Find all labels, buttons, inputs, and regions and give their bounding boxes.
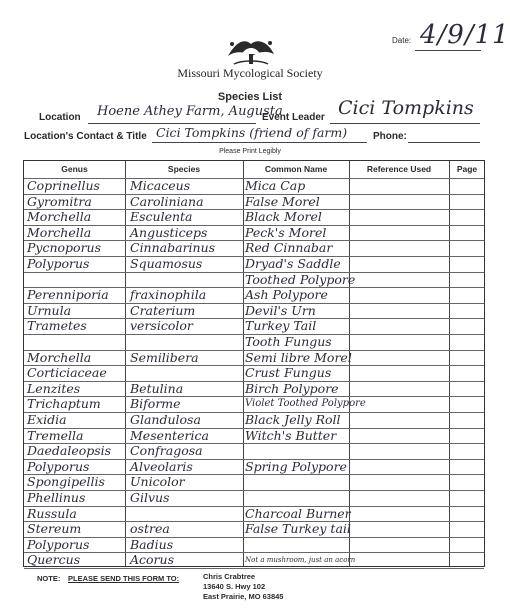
cell-common: Birch Polypore <box>245 380 339 396</box>
mailing-name: Chris Crabtree <box>203 572 256 581</box>
cell-species: Glandulosa <box>130 412 201 427</box>
cell-common: Dryad's Saddle <box>245 256 341 271</box>
phone-underline <box>408 142 480 143</box>
cell-genus: Tremella <box>27 427 84 443</box>
phone-label: Phone: <box>373 131 407 142</box>
header-common-name: Common Name <box>264 164 328 174</box>
cell-genus: Polyporus <box>27 458 90 474</box>
cell-common: False Turkey tail <box>245 521 351 537</box>
cell-genus: Lenzites <box>27 380 81 396</box>
note-text: PLEASE SEND THIS FORM TO: <box>68 574 180 583</box>
row-rule <box>24 537 484 538</box>
contact-underline <box>152 142 367 143</box>
cell-species: Craterium <box>130 302 196 318</box>
contact-value: Cici Tompkins (friend of farm) <box>156 125 348 140</box>
cell-species: Angusticeps <box>130 224 208 240</box>
form-title: Species List <box>217 91 283 103</box>
cell-species: Caroliniana <box>130 193 204 209</box>
species-table <box>23 160 485 567</box>
cell-common: False Morel <box>245 193 320 209</box>
cell-species: Micaceus <box>130 178 191 193</box>
date-underline <box>415 50 481 51</box>
location-value: Hoene Athey Farm, Augusta <box>97 104 283 119</box>
event-leader-label: Event Leader <box>262 112 325 123</box>
print-legibly-note: Please Print Legibly <box>219 148 281 155</box>
cell-genus: Morchella <box>27 224 92 240</box>
cell-genus: Gyromitra <box>27 193 92 209</box>
cell-genus: Morchella <box>27 209 92 225</box>
cell-common: Black Jelly Roll <box>245 412 341 427</box>
cell-genus: Coprinellus <box>27 178 100 193</box>
cell-species: Unicolor <box>130 474 185 490</box>
location-label: Location <box>39 112 81 123</box>
cell-common: Turkey Tail <box>245 318 317 334</box>
event-leader-underline <box>330 123 480 124</box>
cell-species: Gilvus <box>130 490 170 505</box>
cell-species: Confragosa <box>130 443 203 459</box>
location-underline <box>88 123 256 124</box>
cell-genus: Stereum <box>27 521 82 537</box>
cell-genus: Polyporus <box>27 256 90 271</box>
cell-common: Black Morel <box>245 209 322 225</box>
cell-genus: Pycnoporus <box>27 240 102 256</box>
cell-species: Semilibera <box>130 349 199 365</box>
cell-common: Charcoal Burner <box>245 505 351 521</box>
cell-species: Esculenta <box>130 209 193 225</box>
row-rule <box>24 568 484 569</box>
cell-genus: Spongipellis <box>27 474 105 490</box>
cell-genus: Urnula <box>27 302 72 318</box>
cell-common: Peck's Morel <box>245 224 327 240</box>
cell-common: Devil's Urn <box>245 302 316 318</box>
cell-genus: Russula <box>27 505 77 521</box>
cell-species: Biforme <box>130 396 181 412</box>
cell-common: Mica Cap <box>245 178 306 193</box>
cell-species: Badius <box>130 536 174 552</box>
date-value: 4/9/11 <box>420 20 510 50</box>
header-species: Species <box>167 164 201 174</box>
cell-common: Semi libre Morel <box>245 349 352 365</box>
cell-genus: Phellinus <box>27 490 86 505</box>
cell-common: Witch's Butter <box>245 427 337 443</box>
cell-common: Spring Polypore <box>245 458 347 474</box>
cell-genus: Daedaleopsis <box>27 443 112 459</box>
contact-label: Location's Contact & Title <box>24 131 147 142</box>
mailing-street: 13640 S. Hwy 102 <box>203 582 266 591</box>
cell-species: Cinnabarinus <box>130 240 216 256</box>
cell-species: ostrea <box>130 521 170 537</box>
cell-genus: Perenniporia <box>27 287 109 303</box>
society-logo <box>222 34 280 68</box>
cell-common: Not a mushroom, just an acorn <box>245 556 356 565</box>
row-rule <box>24 490 484 491</box>
cell-genus: Exidia <box>27 412 67 427</box>
mailing-city: East Prairie, MO 63845 <box>203 592 284 601</box>
cell-genus: Morchella <box>27 349 92 365</box>
cell-common: Red Cinnabar <box>245 240 333 256</box>
cell-common: Tooth Fungus <box>245 334 332 349</box>
cell-genus: Quercus <box>27 552 81 568</box>
header-genus: Genus <box>61 164 88 174</box>
cell-common: Violet Toothed Polypore <box>245 398 366 410</box>
cell-species: versicolor <box>130 318 193 334</box>
date-label: Date: <box>392 36 412 45</box>
header-reference-used: Reference Used <box>366 164 432 174</box>
header-page: Page <box>456 164 478 174</box>
cell-species: Squamosus <box>130 256 203 271</box>
cell-species: Alveolaris <box>130 458 193 474</box>
cell-species: fraxinophila <box>130 287 207 303</box>
cell-genus: Trichaptum <box>27 396 101 412</box>
note-label: NOTE: <box>37 574 61 583</box>
cell-species: Acorus <box>130 552 174 568</box>
cell-genus: Polyporus <box>27 536 90 552</box>
cell-species: Mesenterica <box>130 427 209 443</box>
cell-common: Ash Polypore <box>245 287 328 303</box>
cell-common: Toothed Polypore <box>245 271 356 287</box>
event-leader-value: Cici Tompkins <box>338 97 474 119</box>
organization-name: Missouri Mycological Society <box>177 66 323 80</box>
cell-genus: Trametes <box>27 318 87 334</box>
cell-common: Crust Fungus <box>245 365 332 381</box>
cell-species: Betulina <box>130 380 184 396</box>
cell-genus: Corticiaceae <box>27 365 107 381</box>
